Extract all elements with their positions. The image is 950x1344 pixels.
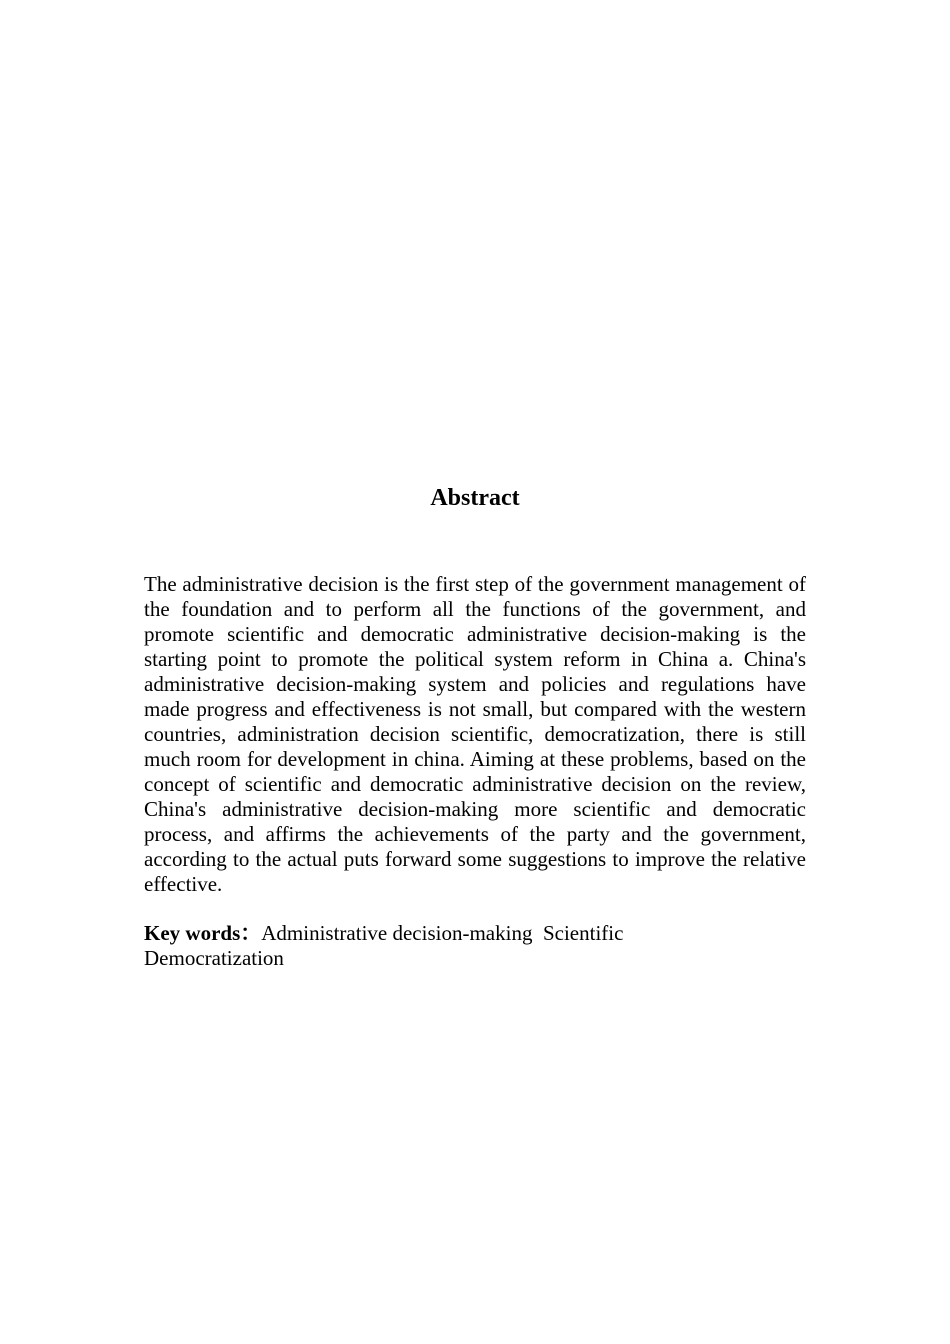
keyword-term: Scientific: [542, 921, 624, 945]
abstract-title: Abstract: [430, 485, 520, 511]
keywords-label: Key words：: [144, 921, 262, 945]
keyword-term: Administrative decision-making: [261, 921, 533, 945]
keyword-term: Democratization: [144, 946, 284, 970]
abstract-body: The administrative decision is the first step of the government management of the foundation and to perform all the functions of the government, and promote scientific and democratic administrative decision-making is the starting point to promote the political system reform in China a. China's administrative decision-making system and policies and regulations have made progress and effectiveness is not small, but compared with the western countries, administration decision scientific, democratization, there is still much room for development in china. Aiming at these problems, based on the concept of scientific and democratic administrative decision on the review, China's administrative decision-making more scientific and democratic process, and affirms the achievements of the party and the government, according to the actual puts forward some suggestions to improve the relative effective.: [144, 572, 806, 896]
keywords-line: [144, 921, 806, 971]
